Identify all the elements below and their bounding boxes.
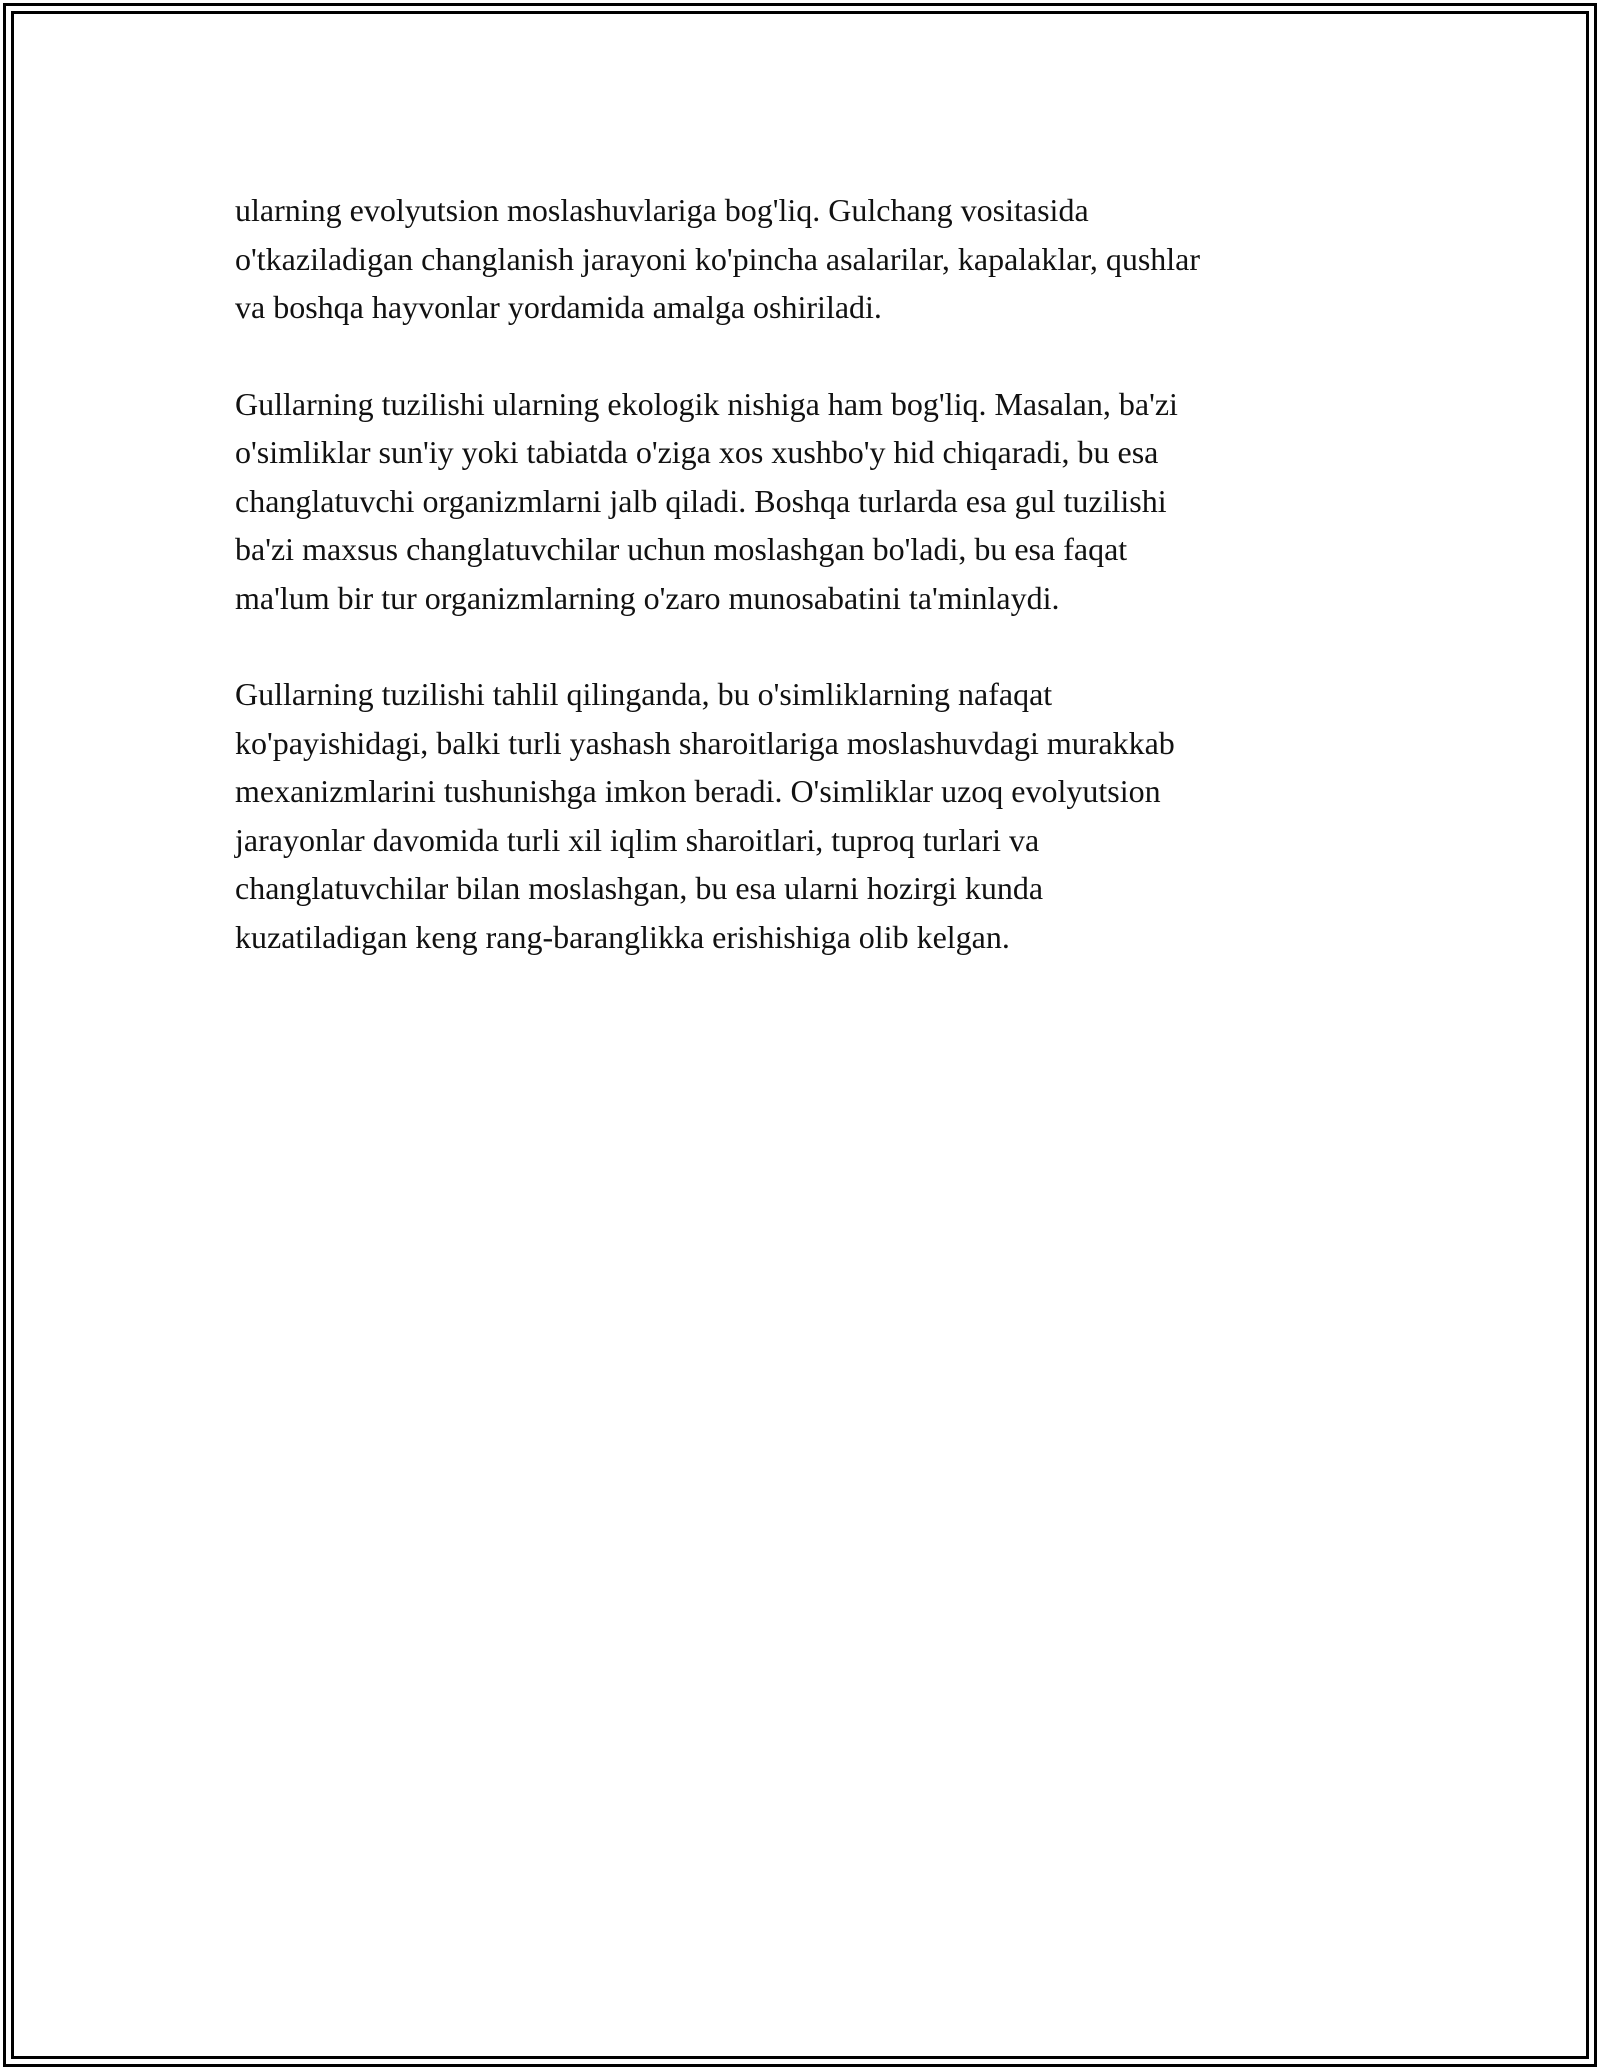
text-line: changlatuvchi organizmlarni jalb qiladi. Boshqa turlarda esa gul tuzilishi — [235, 482, 1167, 519]
text-line: jarayonlar davomida turli xil iqlim sharoitlari, tuproq turlari va — [235, 821, 1040, 858]
text-line: Gullarning tuzilishi tahlil qilinganda, bu o'simliklarning nafaqat — [235, 676, 1053, 712]
paragraph-2 — [235, 380, 1375, 623]
paragraph-1 — [235, 186, 1375, 332]
text-line: va boshqa hayvonlar yordamida amalga oshiriladi. — [235, 289, 882, 325]
text-line: ba'zi maxsus changlatuvchilar uchun moslashgan bo'ladi, bu esa faqat — [235, 531, 1128, 567]
document-body — [235, 186, 1375, 1009]
text-line: Gullarning tuzilishi ularning ekologik nishiga ham bog'liq. Masalan, ba'zi — [235, 385, 1178, 422]
text-line: ko'payishidagi, balki turli yashash sharoitlariga moslashuvdagi murakkab — [235, 724, 1175, 761]
text-line: kuzatiladigan keng rang-baranglikka erishishiga olib kelgan. — [235, 918, 1010, 955]
text-line: o'tkaziladigan changlanish jarayoni ko'pincha asalarilar, kapalaklar, qushlar — [235, 240, 1201, 277]
text-line: mexanizmlarini tushunishga imkon beradi. O'simliklar uzoq evolyutsion — [235, 773, 1161, 809]
text-line: ma'lum bir tur organizmlarning o'zaro munosabatini ta'minlaydi. — [235, 579, 1060, 616]
text-line: changlatuvchilar bilan moslashgan, bu esa ularni hozirgi kunda — [235, 870, 1044, 906]
text-line: o'simliklar sun'iy yoki tabiatda o'ziga xos xushbo'y hid chiqaradi, bu esa — [235, 434, 1159, 470]
text-line: ularning evolyutsion moslashuvlariga bog'liq. Gulchang vositasida — [235, 192, 1089, 228]
paragraph-3 — [235, 670, 1375, 961]
